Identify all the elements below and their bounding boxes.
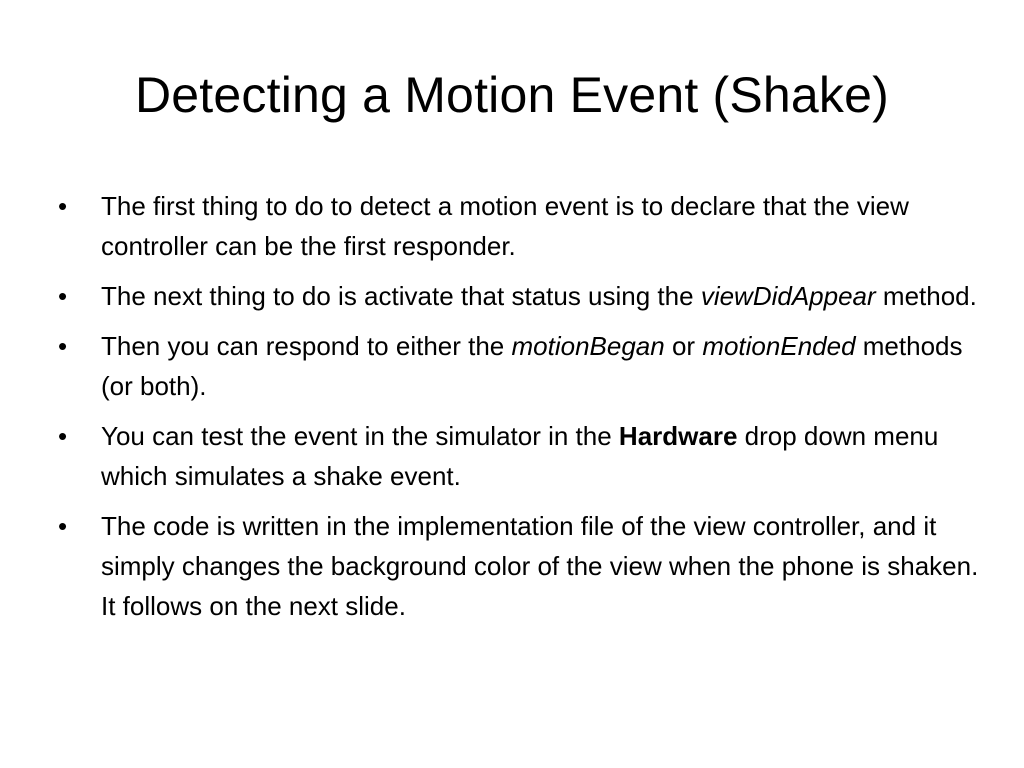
bullet-marker: • — [58, 191, 68, 221]
bullet-text-segment: methods (or both). — [101, 331, 963, 401]
bullet-item — [56, 276, 981, 316]
bullet-item — [56, 186, 981, 266]
bullet-text — [101, 281, 977, 311]
bullet-text — [101, 511, 978, 621]
bullet-text — [101, 331, 963, 401]
bullet-marker: • — [58, 421, 68, 451]
bullet-text-segment: viewDidAppear — [700, 281, 876, 311]
bullet-text-segment: The next thing to do is activate that status using the — [101, 281, 701, 311]
bullet-marker: • — [58, 511, 68, 541]
bullet-text — [101, 421, 938, 491]
bullet-text-segment: method. — [875, 281, 977, 311]
bullet-text-segment: The first thing to do to detect a motion event is to declare that the view controller can be the first responder. — [101, 191, 909, 261]
bullet-text-segment: motionEnded — [702, 331, 856, 361]
bullet-list — [56, 186, 981, 636]
bullet-marker: • — [58, 331, 68, 361]
bullet-text-segment: You can test the event in the simulator in the — [101, 421, 619, 451]
bullet-item — [56, 506, 981, 626]
bullet-text-segment: or — [664, 331, 703, 361]
bullet-text — [101, 191, 909, 261]
bullet-text-segment: motionBegan — [511, 331, 665, 361]
bullet-text-segment: The code is written in the implementation file of the view controller, and it simply changes the background color of the view when the phone is shaken. It follows on the next slide. — [101, 511, 979, 621]
bullet-text-segment: Then you can respond to either the — [101, 331, 512, 361]
bullet-item — [56, 326, 981, 406]
bullet-text-segment: Hardware — [618, 421, 738, 451]
bullet-item — [56, 416, 981, 496]
slide-title: Detecting a Motion Event (Shake) — [134, 67, 889, 123]
bullet-text-segment: drop down menu which simulates a shake event. — [101, 421, 939, 491]
bullet-marker: • — [58, 281, 68, 311]
